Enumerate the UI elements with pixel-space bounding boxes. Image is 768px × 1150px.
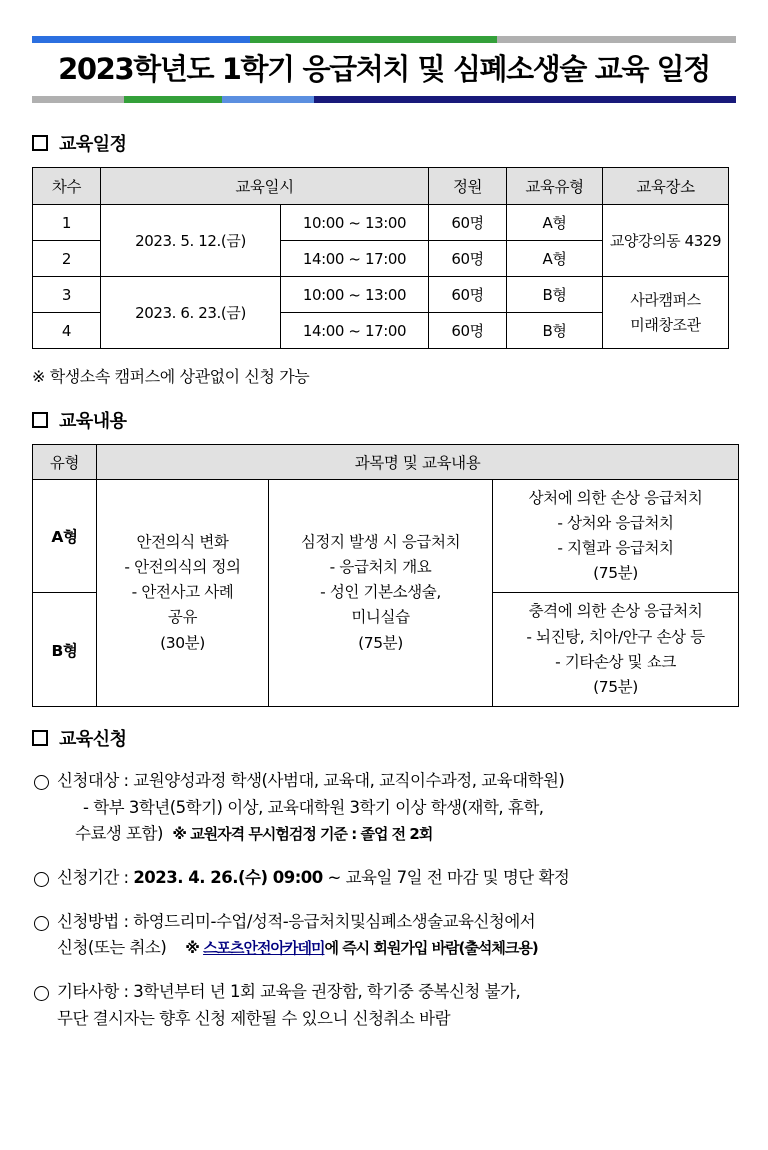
curriculum-line: (75분)	[593, 564, 638, 583]
place-line-1: 사라캠퍼스	[630, 291, 701, 310]
application-period-date: 2023. 4. 26.(수) 09:00	[133, 868, 323, 888]
circle-outline-icon	[34, 986, 49, 1001]
curriculum-line: 심정지 발생 시 응급처치	[300, 533, 461, 552]
col-header-subject: 과목명 및 교육내용	[97, 445, 739, 480]
bar-segment-light-blue	[222, 96, 314, 103]
table-header-row	[33, 168, 729, 205]
application-etc-line1: 기타사항 : 3학년부터 년 1회 교육을 권장함, 학기중 중복신청 불가,	[57, 982, 521, 1002]
cell-capacity: 60명	[429, 313, 507, 349]
title-banner	[32, 36, 736, 103]
square-outline-icon	[32, 135, 48, 151]
schedule-table	[32, 167, 729, 349]
circle-outline-icon	[34, 872, 49, 887]
application-method-line1: 신청방법 : 하영드리미-수업/성적-응급처치및심폐소생술교육신청에서	[57, 911, 536, 931]
curriculum-line: 미니실습	[351, 608, 410, 627]
document-page	[0, 36, 768, 1150]
bar-segment-green	[124, 96, 223, 103]
cell-wound-injury-a	[493, 480, 739, 593]
section-heading-label: 교육일정	[59, 134, 127, 155]
bar-segment-blue	[32, 36, 250, 43]
bar-segment-gray	[497, 36, 736, 43]
curriculum-line: - 안전사고 사례	[131, 583, 234, 602]
cell-capacity: 60명	[429, 205, 507, 241]
curriculum-line: (75분)	[358, 633, 403, 652]
col-header-datetime: 교육일시	[101, 168, 429, 205]
circle-outline-icon	[34, 775, 49, 790]
application-period-prefix: 신청기간 :	[57, 868, 134, 888]
curriculum-line: - 안전의식의 정의	[124, 558, 241, 577]
place-line-2: 미래창조관	[630, 315, 701, 334]
application-etc	[57, 979, 520, 1032]
application-method-line2	[57, 935, 538, 962]
curriculum-line: - 뇌진탕, 치아/안구 손상 등	[526, 627, 705, 646]
col-header-capacity: 정원	[429, 168, 507, 205]
application-target-line3	[57, 821, 564, 848]
col-header-type: 유형	[33, 445, 97, 480]
application-period-suffix: ~ 교육일 7일 전 마감 및 명단 확정	[322, 868, 570, 888]
curriculum-line: - 응급처치 개요	[329, 558, 432, 577]
curriculum-line: (30분)	[160, 633, 205, 652]
cell-capacity: 60명	[429, 277, 507, 313]
col-header-place: 교육장소	[603, 168, 729, 205]
application-etc-line2: 무단 결시자는 향후 신청 제한될 수 있으니 신청취소 바람	[57, 1008, 451, 1028]
application-target-line2: - 학부 3학년(5학기) 이상, 교육대학원 3학기 이상 학생(재학, 휴학,	[83, 797, 544, 817]
application-method	[57, 909, 538, 962]
application-list	[32, 768, 736, 1033]
cell-time: 10:00 ~ 13:00	[281, 205, 429, 241]
cell-time: 14:00 ~ 17:00	[281, 241, 429, 277]
list-item	[32, 979, 736, 1032]
circle-outline-icon	[34, 916, 49, 931]
section-heading-application	[32, 725, 736, 751]
bottom-decorative-bar	[32, 96, 736, 103]
bar-segment-navy	[314, 96, 736, 103]
curriculum-line: - 지혈과 응급처치	[557, 539, 674, 558]
cell-place: 교양강의동 4329	[603, 205, 729, 277]
table-row	[33, 205, 729, 241]
cell-shock-injury-b	[493, 593, 739, 706]
curriculum-line: - 기타손상 및 쇼크	[555, 652, 676, 671]
cell-type: A형	[507, 205, 603, 241]
cell-safety-awareness	[97, 480, 269, 707]
cell-type: A형	[507, 241, 603, 277]
curriculum-table	[32, 444, 739, 707]
cell-no: 1	[33, 205, 101, 241]
square-outline-icon	[32, 412, 48, 428]
square-outline-icon	[32, 730, 48, 746]
cell-no: 2	[33, 241, 101, 277]
application-target-line1: 신청대상 : 교원양성과정 학생(사범대, 교육대, 교직이수과정, 교육대학원)	[57, 770, 565, 790]
cell-type-b: B형	[33, 593, 97, 706]
page-title: 2023학년도 1학기 응급처치 및 심폐소생술 교육 일정	[58, 52, 710, 86]
cell-type-a: A형	[33, 480, 97, 593]
cell-place	[603, 277, 729, 349]
cell-type: B형	[507, 277, 603, 313]
cell-no: 3	[33, 277, 101, 313]
reference-mark-icon: ※	[185, 939, 204, 958]
schedule-note: ※ 학생소속 캠퍼스에 상관없이 신청 가능	[32, 367, 310, 386]
application-method-note: 에 즉시 회원가입 바람(출석체크용)	[324, 939, 538, 958]
table-row	[33, 277, 729, 313]
cell-date: 2023. 5. 12.(금)	[101, 205, 281, 277]
cell-capacity: 60명	[429, 241, 507, 277]
application-method-line2-text: 신청(또는 취소)	[57, 938, 167, 958]
curriculum-line: 상처에 의한 손상 응급처치	[528, 489, 703, 507]
curriculum-line: 안전의식 변화	[136, 533, 229, 552]
list-item	[32, 909, 736, 962]
curriculum-line: (75분)	[593, 677, 638, 696]
sports-safety-academy-link[interactable]: 스포츠안전아카데미	[203, 939, 325, 958]
curriculum-line: 충격에 의한 손상 응급처치	[528, 602, 703, 621]
table-header-row	[33, 445, 739, 480]
list-item	[32, 865, 736, 892]
curriculum-line: - 상처와 응급처치	[557, 514, 674, 533]
cell-time: 10:00 ~ 13:00	[281, 277, 429, 313]
cell-no: 4	[33, 313, 101, 349]
list-item	[32, 768, 736, 848]
section-heading-label: 교육신청	[59, 728, 127, 750]
col-header-no: 차수	[33, 168, 101, 205]
section-heading-label: 교육내용	[59, 411, 127, 432]
table-row	[33, 480, 739, 593]
bar-segment-green	[250, 36, 496, 43]
section-heading-curriculum	[32, 407, 736, 433]
cell-type: B형	[507, 313, 603, 349]
bar-segment-gray	[32, 96, 124, 103]
application-target	[57, 768, 564, 848]
application-period	[57, 865, 569, 892]
curriculum-line: - 성인 기본소생술,	[320, 583, 441, 602]
col-header-type: 교육유형	[507, 168, 603, 205]
application-target-note: ※ 교원자격 무시험검정 기준 : 졸업 전 2회	[172, 825, 433, 844]
curriculum-line: 공유	[167, 608, 198, 627]
cell-date: 2023. 6. 23.(금)	[101, 277, 281, 349]
cell-cpr	[269, 480, 493, 707]
application-target-line3-text: 수료생 포함)	[75, 824, 163, 844]
cell-time: 14:00 ~ 17:00	[281, 313, 429, 349]
top-decorative-bar	[32, 36, 736, 43]
section-heading-schedule	[32, 130, 736, 156]
